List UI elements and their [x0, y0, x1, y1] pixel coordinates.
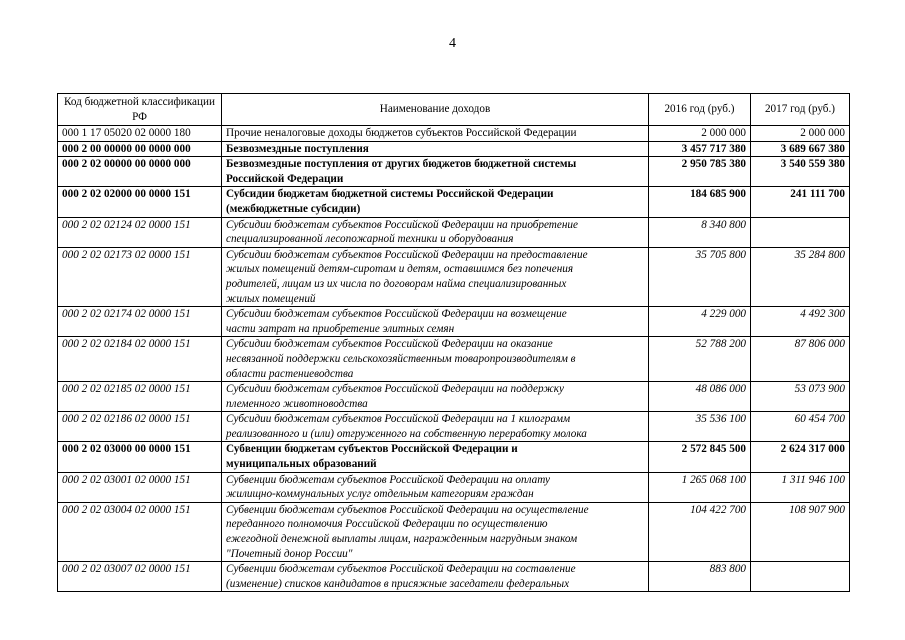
table-row: [58, 126, 850, 142]
row-name-line: области растениеводства: [226, 367, 354, 380]
row-name-line: Субвенции бюджетам субъектов Российской Федерации на осуществление: [226, 503, 589, 516]
row-code: 000 2 02 02184 02 0000 151: [58, 337, 222, 382]
row-name-line: Прочие неналоговые доходы бюджетов субъектов Российской Федерации: [226, 127, 577, 139]
row-name: [222, 562, 649, 592]
row-name: [222, 472, 649, 502]
row-amount-2017: [751, 562, 850, 592]
table-header-row: [58, 94, 850, 126]
row-name-line: Субсидии бюджетам бюджетной системы Российской Федерации: [226, 188, 554, 201]
row-name: [222, 442, 649, 472]
row-code: 000 2 02 02186 02 0000 151: [58, 412, 222, 442]
row-amount-2017: [751, 217, 850, 247]
row-code: 000 2 02 02000 00 0000 151: [58, 187, 222, 217]
row-name-line: реализованного и (или) отгруженного на собственную переработку молока: [226, 427, 587, 440]
row-amount-2017: 108 907 900: [751, 502, 850, 561]
row-name: [222, 337, 649, 382]
row-name-line: части затрат на приобретение элитных семян: [226, 322, 455, 335]
row-amount-2016: 104 422 700: [649, 502, 751, 561]
row-name-line: Субсидии бюджетам субъектов Российской Федерации на предоставление: [226, 248, 588, 261]
row-name-line: Российской Федерации: [226, 172, 344, 185]
row-name-line: несвязанной поддержки сельскохозяйственным товаропроизводителям в: [226, 352, 576, 365]
row-name-line: жилых помещений: [226, 292, 316, 305]
row-name: [222, 141, 649, 157]
row-amount-2016: 1 265 068 100: [649, 472, 751, 502]
row-amount-2017: 60 454 700: [751, 412, 850, 442]
row-code: 000 2 02 02124 02 0000 151: [58, 217, 222, 247]
header-2016: 2016 год (руб.): [649, 94, 751, 126]
row-name-line: Субсидии бюджетам субъектов Российской Федерации на приобретение: [226, 218, 578, 231]
row-name-line: Субсидии бюджетам субъектов Российской Федерации на оказание: [226, 338, 553, 351]
row-amount-2016: 883 800: [649, 562, 751, 592]
row-name-line: Безвозмездные поступления от других бюджетов бюджетной системы: [226, 158, 577, 171]
row-amount-2016: 2 950 785 380: [649, 157, 751, 187]
row-name: [222, 217, 649, 247]
row-name-line: племенного животноводства: [226, 397, 368, 410]
table-row: [58, 157, 850, 187]
row-amount-2017: 3 689 667 380: [751, 141, 850, 157]
table-row: [58, 187, 850, 217]
row-name-line: ежегодной денежной выплаты лицам, награжденным нагрудным знаком: [226, 533, 578, 546]
row-name-line: (межбюджетные субсидии): [226, 202, 361, 215]
header-name: Наименование доходов: [222, 94, 649, 126]
row-name-line: жилищно-коммунальных услуг отдельным категориям граждан: [226, 488, 534, 501]
row-name: [222, 412, 649, 442]
row-amount-2016: 3 457 717 380: [649, 141, 751, 157]
row-name-line: Субвенции бюджетам субъектов Российской Федерации на оплату: [226, 473, 550, 486]
row-code: 000 2 02 02185 02 0000 151: [58, 382, 222, 412]
row-amount-2016: 35 536 100: [649, 412, 751, 442]
row-name-line: Безвозмездные поступления: [226, 142, 369, 155]
row-name-line: (изменение) списков кандидатов в присяжные заседатели федеральных: [226, 577, 570, 590]
row-amount-2017: 241 111 700: [751, 187, 850, 217]
row-amount-2016: 2 572 845 500: [649, 442, 751, 472]
row-name-line: жилых помещений детям-сиротам и детям, оставшимся без попечения: [226, 263, 574, 276]
row-name-line: Субвенции бюджетам субъектов Российской Федерации на составление: [226, 563, 576, 576]
row-code: 000 2 02 03004 02 0000 151: [58, 502, 222, 561]
header-2017: 2017 год (руб.): [751, 94, 850, 126]
row-name-line: родителей, лицам из их числа по договорам найма специализированных: [226, 277, 567, 290]
row-name-line: Субсидии бюджетам субъектов Российской Федерации на возмещение: [226, 308, 567, 321]
row-name: [222, 157, 649, 187]
row-amount-2017: 3 540 559 380: [751, 157, 850, 187]
row-name-line: муниципальных образований: [226, 458, 377, 471]
row-name: [222, 126, 649, 142]
revenue-table: [57, 93, 850, 592]
table-row: [58, 502, 850, 561]
row-amount-2016: 52 788 200: [649, 337, 751, 382]
row-code: 000 1 17 05020 02 0000 180: [58, 126, 222, 142]
header-code: Код бюджетной классификации РФ: [58, 94, 222, 126]
page-number: 4: [449, 36, 456, 51]
row-name-line: "Почетный донор России": [226, 547, 353, 560]
row-amount-2017: 87 806 000: [751, 337, 850, 382]
row-amount-2017: 2 624 317 000: [751, 442, 850, 472]
row-amount-2017: 53 073 900: [751, 382, 850, 412]
row-code: 000 2 02 02174 02 0000 151: [58, 307, 222, 337]
row-name: [222, 187, 649, 217]
table-row: [58, 412, 850, 442]
table-row: [58, 382, 850, 412]
row-name-line: специализированной лесопожарной техники и оборудования: [226, 233, 514, 246]
row-amount-2017: 1 311 946 100: [751, 472, 850, 502]
table-row: [58, 141, 850, 157]
table-row: [58, 562, 850, 592]
table-body: [58, 126, 850, 592]
row-code: 000 2 00 00000 00 0000 000: [58, 141, 222, 157]
table-row: [58, 307, 850, 337]
table-row: [58, 217, 850, 247]
row-amount-2016: 4 229 000: [649, 307, 751, 337]
table-row: [58, 442, 850, 472]
table-row: [58, 337, 850, 382]
row-amount-2017: 4 492 300: [751, 307, 850, 337]
row-amount-2016: 8 340 800: [649, 217, 751, 247]
row-name-line: Субсидии бюджетам субъектов Российской Федерации на поддержку: [226, 383, 564, 396]
row-name-line: Субвенции бюджетам субъектов Российской Федерации и: [226, 443, 518, 456]
row-name: [222, 247, 649, 306]
row-amount-2017: 2 000 000: [751, 126, 850, 142]
row-amount-2016: 48 086 000: [649, 382, 751, 412]
row-amount-2016: 2 000 000: [649, 126, 751, 142]
row-code: 000 2 02 03007 02 0000 151: [58, 562, 222, 592]
row-code: 000 2 02 00000 00 0000 000: [58, 157, 222, 187]
row-name: [222, 307, 649, 337]
row-name: [222, 382, 649, 412]
table-row: [58, 472, 850, 502]
row-code: 000 2 02 03000 00 0000 151: [58, 442, 222, 472]
row-name: [222, 502, 649, 561]
row-amount-2017: 35 284 800: [751, 247, 850, 306]
row-amount-2016: 184 685 900: [649, 187, 751, 217]
row-code: 000 2 02 03001 02 0000 151: [58, 472, 222, 502]
row-code: 000 2 02 02173 02 0000 151: [58, 247, 222, 306]
row-name-line: переданного полномочия Российской Федерации по осуществлению: [226, 518, 548, 531]
table-row: [58, 247, 850, 306]
row-name-line: Субсидии бюджетам субъектов Российской Федерации на 1 килограмм: [226, 413, 571, 426]
row-amount-2016: 35 705 800: [649, 247, 751, 306]
